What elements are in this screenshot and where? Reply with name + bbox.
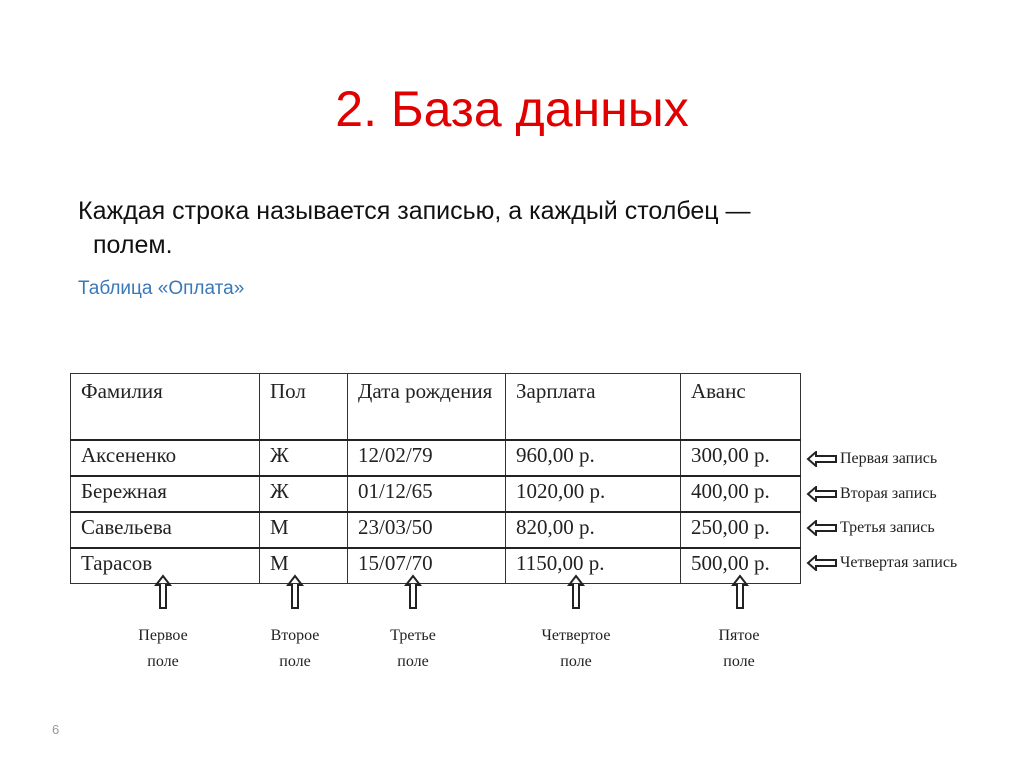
cell: 12/02/79: [348, 440, 506, 476]
cell: 250,00 р.: [681, 512, 801, 548]
header-cell: Пол: [260, 374, 348, 441]
table-row: [71, 548, 801, 584]
cell: М: [260, 512, 348, 548]
field-label: [113, 623, 213, 675]
field-text: Четвертое: [541, 627, 611, 644]
field-text: поле: [560, 653, 592, 670]
left-arrow-icon: [806, 555, 838, 571]
record-label: [806, 485, 937, 503]
field-text: Третье: [390, 627, 436, 644]
header-cell: Дата рождения: [348, 374, 506, 441]
cell: Савельева: [71, 512, 260, 548]
cell: Ж: [260, 476, 348, 512]
cell: 1150,00 р.: [506, 548, 681, 584]
field-label: [245, 623, 345, 675]
left-arrow-icon: [806, 520, 838, 536]
cell: Бережная: [71, 476, 260, 512]
cell: 820,00 р.: [506, 512, 681, 548]
field-text: Второе: [270, 627, 320, 644]
table-caption: Таблица «Оплата»: [78, 278, 245, 299]
record-text: Третья запись: [840, 519, 935, 536]
record-label: [806, 450, 937, 468]
body-text: [78, 194, 958, 262]
record-label: [806, 519, 935, 537]
field-text: поле: [397, 653, 429, 670]
field-text: Пятое: [718, 627, 760, 644]
field-label: [363, 623, 463, 675]
header-cell: Фамилия: [71, 374, 260, 441]
table-row: [71, 512, 801, 548]
up-arrow-icon: [286, 574, 304, 610]
record-text: Первая запись: [840, 450, 938, 467]
up-arrow-icon: [154, 574, 172, 610]
cell: 1020,00 р.: [506, 476, 681, 512]
page-number: 6: [52, 722, 60, 737]
field-text: Первое: [138, 627, 188, 644]
up-arrow-icon: [404, 574, 422, 610]
record-label: [806, 554, 957, 572]
payment-table: [70, 373, 801, 584]
cell: Ж: [260, 440, 348, 476]
record-text: Четвертая запись: [840, 554, 958, 571]
left-arrow-icon: [806, 486, 838, 502]
cell: Аксененко: [71, 440, 260, 476]
header-cell: Аванс: [681, 374, 801, 441]
table-row: [71, 476, 801, 512]
cell: 400,00 р.: [681, 476, 801, 512]
field-text: поле: [147, 653, 179, 670]
table-row: [71, 440, 801, 476]
body-line: Каждая строка называется записью, а каждый столбец —: [78, 197, 751, 225]
field-label: [526, 623, 626, 675]
table-header-row: [71, 374, 801, 441]
cell: 15/07/70: [348, 548, 506, 584]
field-text: поле: [279, 653, 311, 670]
left-arrow-icon: [806, 451, 838, 467]
cell: 960,00 р.: [506, 440, 681, 476]
cell: М: [260, 548, 348, 584]
field-text: поле: [723, 653, 755, 670]
cell: 300,00 р.: [681, 440, 801, 476]
record-text: Вторая запись: [840, 485, 937, 502]
up-arrow-icon: [567, 574, 585, 610]
body-line: полем.: [93, 231, 173, 259]
cell: Тарасов: [71, 548, 260, 584]
slide-title: 2. База данных: [335, 81, 689, 137]
up-arrow-icon: [731, 574, 749, 610]
header-cell: Зарплата: [506, 374, 681, 441]
cell: 23/03/50: [348, 512, 506, 548]
field-label: [689, 623, 789, 675]
cell: 01/12/65: [348, 476, 506, 512]
cell: 500,00 р.: [681, 548, 801, 584]
